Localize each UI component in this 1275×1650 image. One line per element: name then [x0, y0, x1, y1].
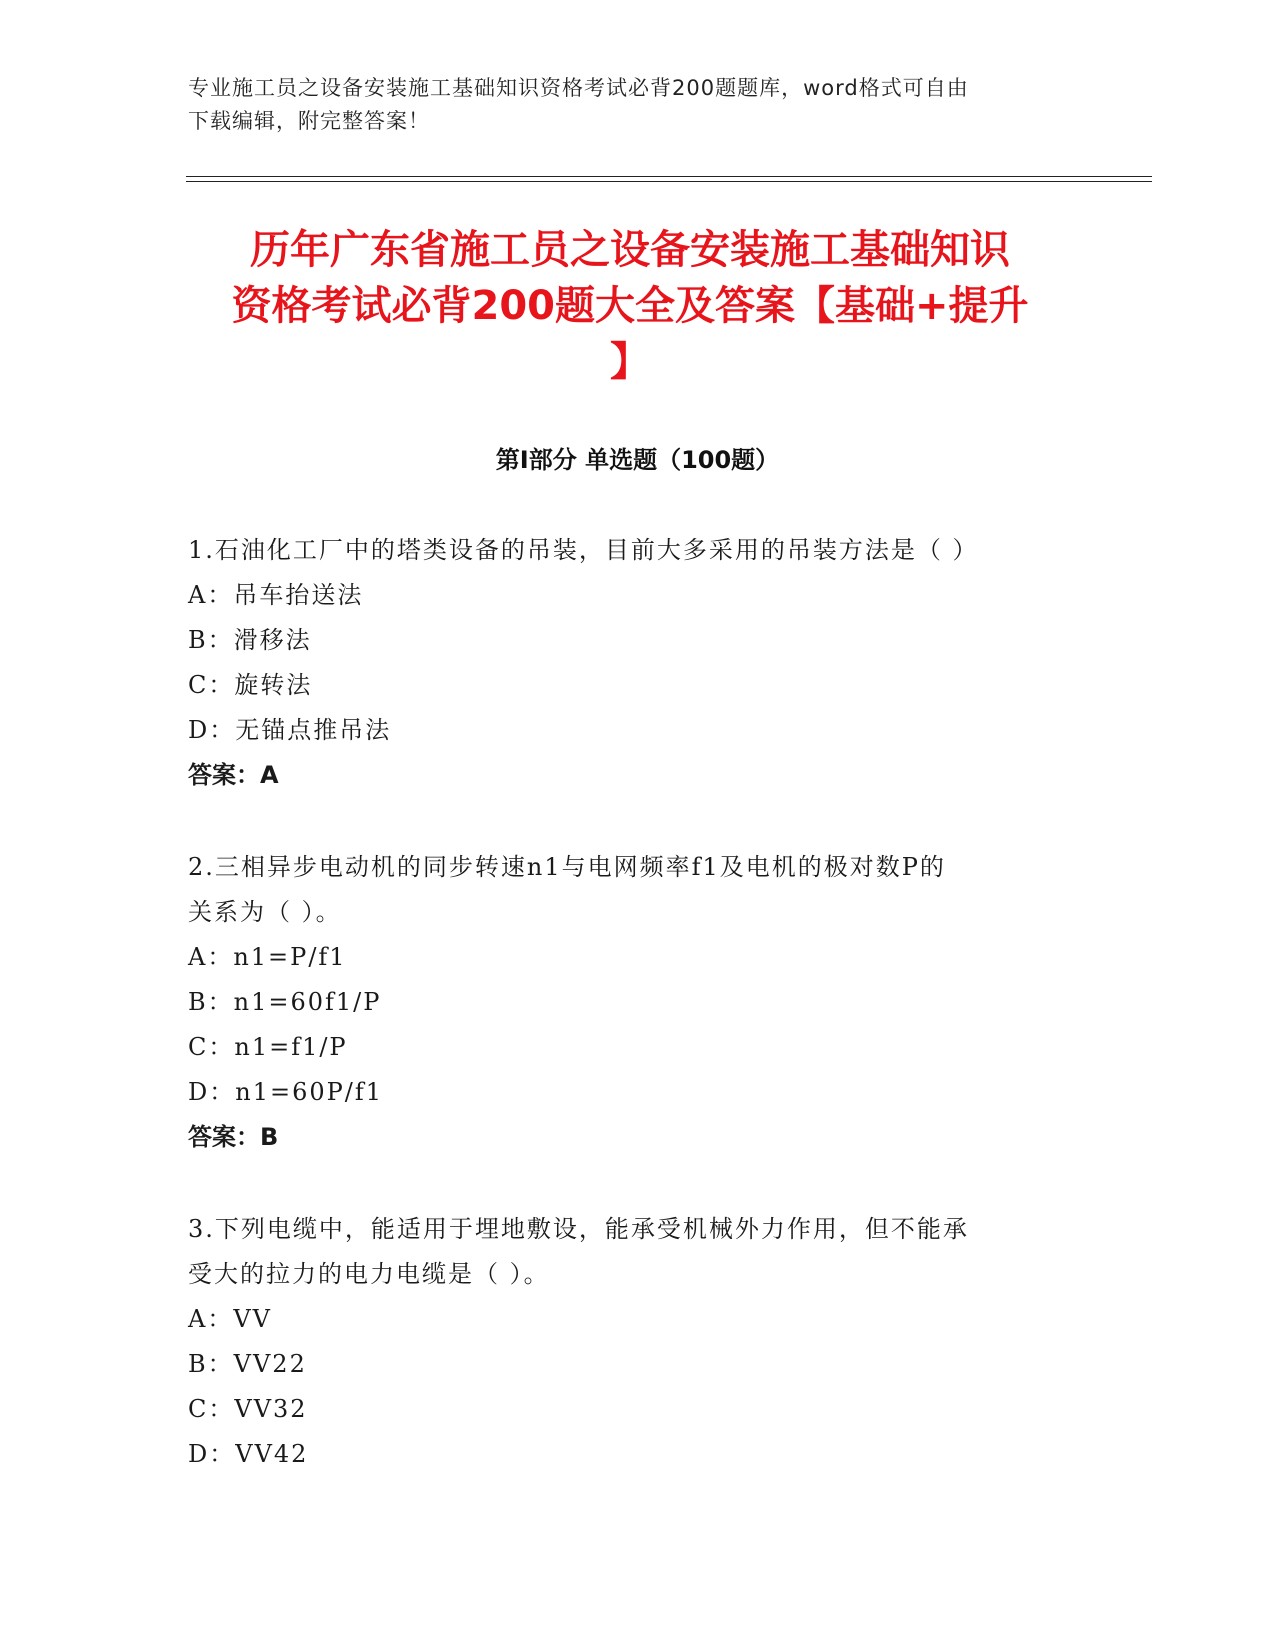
- option-b: B：n1=60f1/P: [188, 988, 382, 1016]
- question-text-continued: 关系为（ ）。: [188, 898, 342, 926]
- header-line-2: 下载编辑，附完整答案！: [188, 109, 430, 133]
- document-title: [180, 222, 1080, 390]
- option-d: D：VV42: [188, 1440, 309, 1468]
- question-list: [188, 528, 1068, 1477]
- question-spacer: [188, 1160, 1068, 1207]
- question-item: [188, 528, 1068, 798]
- option-c: C：旋转法: [188, 671, 313, 699]
- option-c: C：VV32: [188, 1395, 308, 1423]
- question-item: [188, 1207, 1068, 1477]
- section-heading: 第I部分 单选题（100题）: [495, 446, 780, 474]
- question-spacer: [188, 798, 1068, 845]
- option-a: A：VV: [188, 1305, 272, 1333]
- option-a: A：吊车抬送法: [188, 581, 364, 609]
- option-d: D：无锚点推吊法: [188, 716, 392, 744]
- header-divider-top: [186, 176, 1152, 177]
- question-text-continued: 受大的拉力的电力电缆是（ ）。: [188, 1260, 550, 1288]
- option-d: D：n1=60P/f1: [188, 1078, 384, 1106]
- question-text: 2.三相异步电动机的同步转速n1与电网频率f1及电机的极对数P的: [188, 853, 946, 881]
- page-header: [188, 72, 1068, 138]
- answer-text: 答案：A: [188, 761, 279, 789]
- option-b: B：VV22: [188, 1350, 307, 1378]
- question-text: 3.下列电缆中，能适用于埋地敷设，能承受机械外力作用，但不能承: [188, 1215, 969, 1243]
- option-a: A：n1=P/f1: [188, 943, 347, 971]
- header-line-1: 专业施工员之设备安装施工基础知识资格考试必背200题题库，word格式可自由: [188, 76, 969, 100]
- answer-text: 答案：B: [188, 1123, 279, 1151]
- title-line-3: 】: [610, 339, 650, 385]
- question-text: 1.石油化工厂中的塔类设备的吊装，目前大多采用的吊装方法是（ ）: [188, 536, 979, 564]
- question-item: [188, 845, 1068, 1160]
- title-line-1: 历年广东省施工员之设备安装施工基础知识: [250, 227, 1010, 273]
- option-c: C：n1=f1/P: [188, 1033, 348, 1061]
- option-b: B：滑移法: [188, 626, 312, 654]
- title-line-2: 资格考试必背200题大全及答案【基础+提升: [231, 283, 1029, 329]
- header-divider-bottom: [186, 181, 1152, 182]
